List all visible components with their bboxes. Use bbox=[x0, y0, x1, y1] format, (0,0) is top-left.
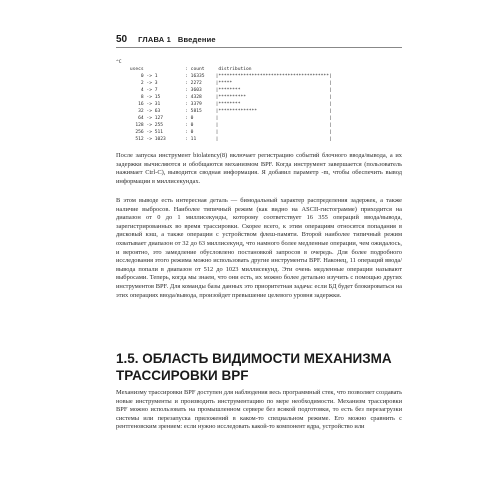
body-paragraph: После запуска инструмент biolatency(8) включает регистрацию событий блочного ввода/вывода, а их задержки вычисляются и обобщаются механизмом BPF. Когда инструмент завершается (пользователь нажимает Ctrl-C), выводится сводная информация. Я добавил параметр -m, чтобы обеспечить вывод информации в миллисекундах. bbox=[116, 152, 402, 185]
section-heading-line: 1.5. ОБЛАСТЬ ВИДИМОСТИ МЕХАНИЗМА bbox=[116, 351, 392, 366]
body-paragraph: В этом выводе есть интересная деталь — бимодальный характер распределения задержек, а также наличие выбросов. Наиболее типичный режим (как видно на ASCII-гистограмме) приходится на диапазон от 0 до 1 миллисекунды, которому соответствует 16 355 операций ввода/вывода, зарегистрированных во время трассировки. Скорее всего, к этим операциям относятся попадания в дисковый кэш, а также операции с устройством флеш-памяти. Второй наиболее типичный режим охватывает диапазон от 32 до 63 миллисекунд, что намного более медленные операции, чем ожидалось, и вероятно, это замедление обусловлено постановкой запросов в очередь. Для более подробного исследования этого режима можно использовать другие инструменты BPF. Наконец, 11 операций ввода/вывода попали в диапазон от 512 до 1023 миллисекунд. Эти очень медленные операции называют выбросами. Теперь, когда мы знаем, что они есть, их можно более детально изучить с помощью других инструментов BPF. Для команды базы данных это приоритетная задача: если БД будет блокироваться на этих операциях ввода/вывода, произойдет превышение целевого уровня задержки. bbox=[116, 197, 402, 299]
section-heading bbox=[116, 351, 406, 384]
code-line: 0 -> 1 : 16335 |****************************************| bbox=[116, 74, 332, 79]
code-line: usecs : count distribution bbox=[116, 67, 252, 72]
body-paragraph: Механизму трассировки BPF доступен для наблюдения весь программный стек, что позволяет создавать новые инструменты и производить инструментацию по мере необходимости. Механизм трассировки BPF можно использовать на промышленном сервере без всякой подготовки, то есть без перезагрузки системы или перезапуска приложений в каком-то специальном режиме. Его можно сравнить с рентгеновским зрением: если нужно исследовать какой-то компонент ядра, устройство или bbox=[116, 389, 402, 431]
code-line: 8 -> 15 : 4328 |********** | bbox=[116, 95, 332, 100]
code-listing bbox=[116, 59, 406, 143]
code-line: 32 -> 63 : 5815 |************** | bbox=[116, 109, 332, 114]
code-line: ^C bbox=[116, 60, 122, 65]
code-line: 2 -> 3 : 2272 |***** | bbox=[116, 81, 332, 86]
code-line: 64 -> 127 : 0 | | bbox=[116, 116, 332, 121]
header-rule bbox=[116, 47, 402, 48]
code-line: 4 -> 7 : 3603 |******** | bbox=[116, 88, 332, 93]
code-line: 256 -> 511 : 0 | | bbox=[116, 130, 332, 135]
chapter-title: ГЛАВА 1 Введение bbox=[138, 35, 216, 44]
page-number: 50 bbox=[116, 34, 128, 45]
page-header bbox=[116, 34, 216, 45]
section-heading-line: ТРАССИРОВКИ BPF bbox=[116, 367, 249, 383]
code-line: 16 -> 31 : 3379 |******** | bbox=[116, 102, 332, 107]
code-line: 128 -> 255 : 0 | | bbox=[116, 123, 332, 128]
code-line: 512 -> 1023 : 11 | | bbox=[116, 137, 332, 142]
